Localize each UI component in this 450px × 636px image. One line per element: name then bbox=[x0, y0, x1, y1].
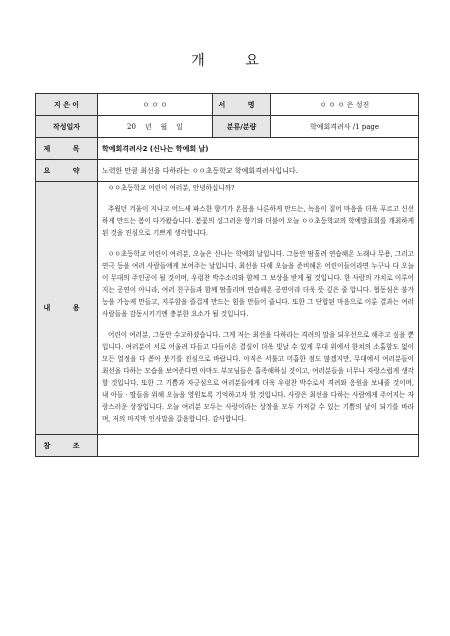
subject-value: 학예회격려사2 (신나는 학예회 날) bbox=[98, 138, 419, 160]
category-label: 분류/분량 bbox=[213, 116, 271, 138]
document-title: 개 요 bbox=[191, 53, 277, 69]
date-value: 20 년 월 일 bbox=[98, 116, 213, 138]
content-paragraph-spring: 추웠던 겨울이 지나고 어느새 파스한 향기가 온몸을 나른하게 만드는, 녹음이 짙어 마음을 더욱 푸르고 신선하게 만드는 봄이 다가왔습니다. 봄꽃의 싱그러운 향기와 더불어 오늘 ㅇㅇ초등학교의 학예발표회를 개최하게 된 것을 진심으로 기쁘게 생각합니다. bbox=[102, 205, 414, 237]
summary-form-table bbox=[35, 93, 419, 457]
reference-row bbox=[36, 435, 419, 457]
author-row bbox=[36, 94, 419, 116]
signature-value: ㅇ ㅇ ㅇ 은 성진 bbox=[271, 94, 419, 116]
signature-label: 서 명 bbox=[213, 94, 271, 116]
subject-label: 제 목 bbox=[36, 138, 98, 160]
content-row bbox=[36, 182, 419, 435]
content-paragraph-greeting: ㅇㅇ초등학교 어린이 여러분, 안녕하십니까? bbox=[108, 184, 235, 192]
date-row bbox=[36, 116, 419, 138]
content-label: 내 용 bbox=[36, 182, 98, 435]
content-paragraph-closing: 어린이 여러분, 그동안 수고하셨습니다. 그게 저는 최선을 다하라는 격려의 말을 되우선으로 해주고 싶을 뿐입니다. 여러분이 서로 어울려 다듬고 다듬어온 결실이 더욱 빛날 수 있게 무대 위에서 한치의 소홀함도 없이 모든 열정을 다 쏟아 붓기를 진심으로 바랍니다. 아직은 서툴고 미흡한 점도 많겠지만, 무대에서 여러분들이 최선을 다하는 모습을 보여준다면 아마도 부모님들은 흡족해하실 것이고, 여러분들을 너무나 자랑스럽게 생각할 것입니다. 또한 그 기쁨과 자긍심으로 여러분들에게 더욱 우렁찬 박수로서 격려와 응원을 보내줄 것이며, 내 아들 · 딸들을 위해 오늘을 영원토록 기억하고자 할 것입니다. 사랑은 최선을 다하는 사람에게 주어지는 자랑스러운 상장입니다. 오늘 여러분 모두는 사랑이라는 상장을 모두 가져갈 수 있는 기쁨의 날이 되기를 바라며, 저의 마지막 인사말을 갈음합니다. 감사합니다. bbox=[102, 331, 414, 423]
reference-label: 참 조 bbox=[36, 435, 98, 457]
summary-row bbox=[36, 160, 419, 182]
category-value: 학예회격려사 /1 page bbox=[271, 116, 419, 138]
author-label: 지 은 이 bbox=[36, 94, 98, 116]
reference-value bbox=[98, 435, 419, 457]
summary-value: 노력한 만큼 최선을 다하라는 ㅇㅇ초등학교 학예회격려사입니다. bbox=[98, 160, 419, 182]
content-paragraph-festival: ㅇㅇ초등학교 어린이 여러분, 오늘은 신나는 학예회 날입니다. 그동안 땀흘려 연습해온 노래나 무용, 그리고 연극 등을 여러 사람들에게 보여주는 날입니다. 최선을 다해 오늘을 준비해온 어린이들이라면 누구나 다 오늘 이 무대의 주인공이 될 것이며, 우렁찬 박수소리와 함께 그 보상을 받게 될 것입니다. 한 사람의 가치로 이루어지는 공연이 아니라, 여러 친구들과 함께 땀흘리며 연습해온 공연이라 더욱 뜻 깊은 줄 압니다. 협동심은 불가능을 가능케 만들고, 지루함을 즐겁게 만드는 힘을 만들어 줍니다. 또한 그 단합된 마음으로 이룬 결과는 여러 사람들을 감동시키기엔 충분한 요소가 될 것입니다. bbox=[102, 250, 414, 318]
author-value: ㅇ ㅇ ㅇ bbox=[98, 94, 213, 116]
date-label: 작성일자 bbox=[36, 116, 98, 138]
content-body bbox=[98, 182, 419, 435]
subject-row bbox=[36, 138, 419, 160]
summary-label: 요 약 bbox=[36, 160, 98, 182]
